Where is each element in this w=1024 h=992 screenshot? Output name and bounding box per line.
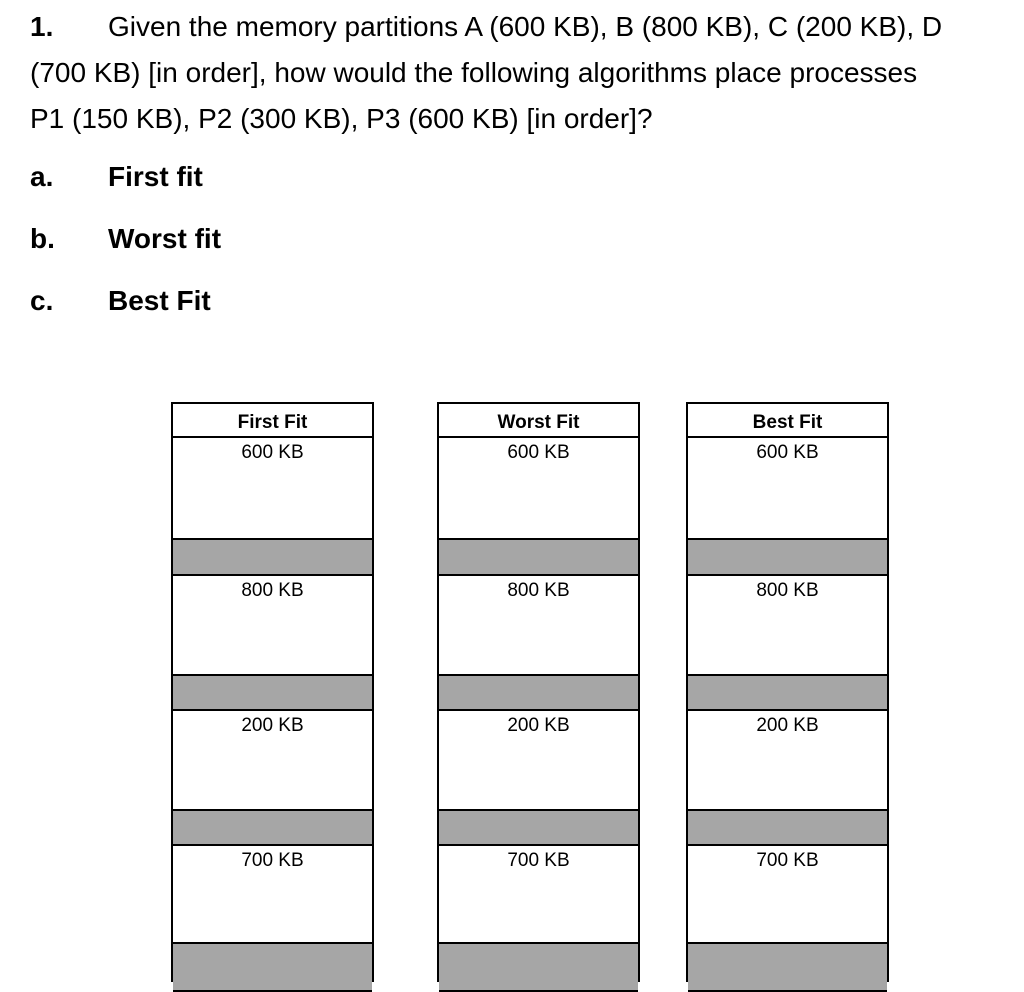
partition-block [173, 438, 372, 538]
memory-gap [688, 538, 887, 576]
partition-label: 600 KB [507, 442, 570, 463]
partition-label: 800 KB [756, 580, 819, 601]
option-worst-fit [30, 216, 221, 278]
question-line-1 [30, 4, 1020, 50]
memory-column-best-fit [686, 402, 889, 982]
option-first-fit [30, 154, 221, 216]
partition-label: 700 KB [507, 850, 570, 871]
partition-label: 800 KB [507, 580, 570, 601]
partition-block [439, 576, 638, 674]
partition-label: 200 KB [241, 715, 304, 736]
question-line-2: (700 KB) [in order], how would the following algorithms place processes [30, 57, 918, 88]
memory-gap [173, 809, 372, 846]
question-line-3: P1 (150 KB), P2 (300 KB), P3 (600 KB) [in order]? [30, 103, 653, 134]
memory-gap [173, 538, 372, 576]
partition-block [439, 438, 638, 538]
column-title: Best Fit [688, 404, 887, 438]
memory-gap [173, 942, 372, 992]
partition-label: 200 KB [756, 715, 819, 736]
partition-block [439, 711, 638, 809]
partition-block [173, 846, 372, 944]
question-number: 1. [30, 11, 54, 42]
options-list [30, 154, 221, 340]
memory-column-first-fit [171, 402, 374, 982]
partition-block [439, 846, 638, 944]
partition-label: 600 KB [241, 442, 304, 463]
partition-block [173, 711, 372, 809]
column-title: Worst Fit [439, 404, 638, 438]
memory-column-worst-fit [437, 402, 640, 982]
option-letter: b. [30, 223, 55, 254]
memory-gap [439, 674, 638, 711]
question [30, 4, 1020, 142]
memory-gap [173, 674, 372, 711]
partition-block [688, 846, 887, 944]
partition-label: 600 KB [756, 442, 819, 463]
option-letter: c. [30, 285, 54, 316]
memory-gap [688, 809, 887, 846]
partition-label: 200 KB [507, 715, 570, 736]
partition-block [688, 438, 887, 538]
option-best-fit [30, 278, 221, 340]
memory-gap [439, 809, 638, 846]
partition-label: 800 KB [241, 580, 304, 601]
column-title: First Fit [173, 404, 372, 438]
memory-gap [688, 942, 887, 992]
partition-block [688, 576, 887, 674]
option-label: First fit [108, 161, 203, 192]
partition-label: 700 KB [756, 850, 819, 871]
partition-block [173, 576, 372, 674]
option-letter: a. [30, 161, 54, 192]
partition-label: 700 KB [241, 850, 304, 871]
memory-gap [688, 674, 887, 711]
memory-gap [439, 538, 638, 576]
memory-gap [439, 942, 638, 992]
option-label: Best Fit [108, 285, 211, 316]
option-label: Worst fit [108, 223, 222, 254]
partition-block [688, 711, 887, 809]
question-text-1: Given the memory partitions A (600 KB), B (800 KB), C (200 KB), D [108, 11, 943, 42]
